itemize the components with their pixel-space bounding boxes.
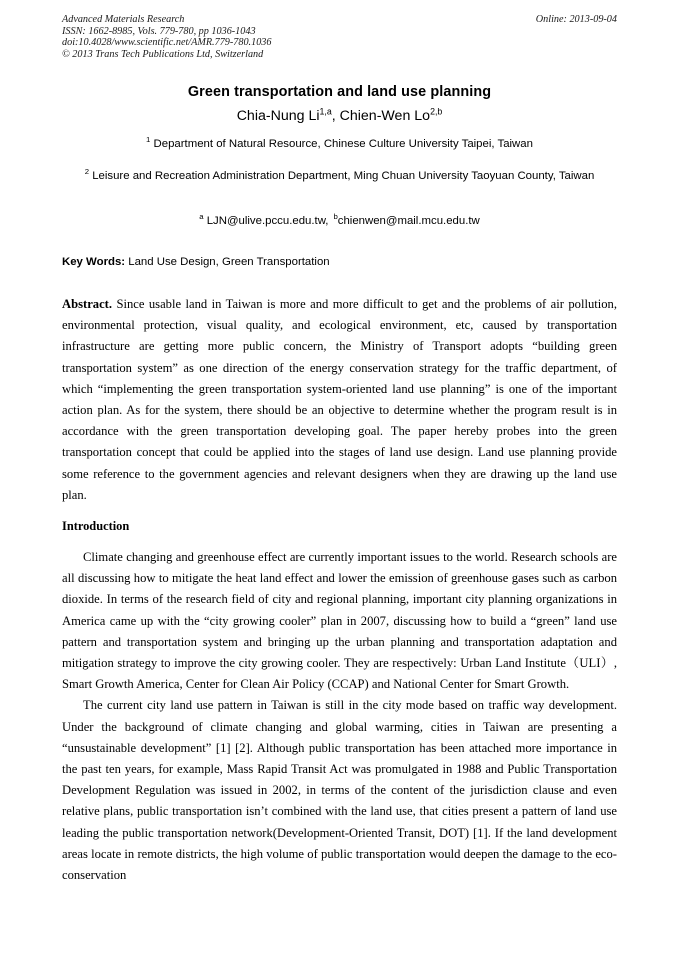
affiliation-2	[62, 166, 617, 186]
abstract-label: Abstract.	[62, 297, 113, 311]
journal-header	[62, 14, 617, 60]
copyright-line: © 2013 Trans Tech Publications Ltd, Switzerland	[62, 48, 264, 60]
journal-header-row	[62, 14, 617, 26]
introduction-paragraph-2: The current city land use pattern in Taiwan is still in the city mode based on traffic way development. Under the background of climate changing and global warming, cities in Taiwan are presenting a “unsustainable development” [1] [2]. Although public transportation has been attached more importance in the past ten years, for example, Mass Rapid Transit Act was promulgated in 1988 and Public Transportation Development Regulation was issued in 2002, in terms of the content of the jurisdiction clause and even relative plans, public transportation isn’t combined with the land use, that cities present a pattern of land use leading the public transportation network(Development-Oriented Transit, DOT) [1]. If the land development areas locate in remote districts, the high volume of public transportation would deepen the damage to the eco-conservation	[62, 698, 617, 883]
author-name-2: Chien-Wen Lo	[339, 108, 431, 124]
author-marker-1: 1,a	[319, 106, 332, 117]
abstract-text: Since usable land in Taiwan is more and more difficult to get and the problems of air pollution, environmental protection, visual quality, and ecological environment, etc, caused by transportation infrastructure are getting more public concern, the Ministry of Transport adopts “building green transportation system” as one direction of the energy conservation strategy for the traffic department, of which “implementing the green transportation system-oriented land use planning” is one of the important action plan. As for the system, there should be an objective to determine whether the program result is in accordance with the green transportation developing goal. The paper hereby probes into the green transportation concept that could be applied into the stages of land use design. Land use planning provide some reference to the government agencies and relevant designers when they are drawing up the land use plan.	[62, 297, 617, 502]
section-heading-introduction: Introduction	[62, 519, 130, 533]
affiliation-text-2: Leisure and Recreation Administration Department, Ming Chuan University Taoyuan County, Taiwan	[92, 170, 595, 182]
keywords-value: Land Use Design, Green Transportation	[125, 256, 330, 268]
author-marker-2: 2,b	[430, 106, 443, 117]
introduction-paragraph-1: Climate changing and greenhouse effect are currently important issues to the world. Research schools are all discussing how to mitigate the heat land effect and lower the emission of greenhouse gases such as carbon dioxide. In terms of the research field of city and regional planning, important city planning organizations in America came up with the “city growing cooler” plan in 2007, discussing how to build a “green” land use pattern and transportation system and bringing up the urban planning and transportation adaptation and mitigation strategy to improve the city growing cooler. They are respectively: Urban Land Institute（ULI）, Smart Growth America, Center for Clean Air Policy (CCAP) and National Center for Smart Growth.	[62, 550, 617, 692]
abstract-block	[62, 294, 617, 506]
affiliation-marker-1: 1	[146, 135, 151, 145]
email-address-1[interactable]: LJN@ulive.pccu.edu.tw,	[206, 215, 329, 227]
page-title: Green transportation and land use planning	[187, 84, 492, 100]
keywords-line	[62, 254, 617, 270]
email-marker-1: a	[199, 212, 204, 222]
author-name-1: Chia-Nung Li	[236, 108, 320, 124]
affiliation-list	[62, 134, 617, 186]
author-separator: ,	[331, 108, 340, 124]
journal-name: Advanced Materials Research	[62, 14, 185, 25]
author-list	[62, 107, 617, 126]
issn-line: ISSN: 1662-8985, Vols. 779-780, pp 1036-1043	[62, 25, 256, 37]
keywords-label: Key Words:	[62, 256, 126, 268]
introduction-body	[62, 547, 617, 886]
journal-header-left	[62, 14, 184, 26]
affiliation-text-1: Department of Natural Resource, Chinese Culture University Taipei, Taiwan	[153, 138, 533, 150]
online-date: Online: 2013-09-04	[535, 14, 617, 25]
doi-line: doi:10.4028/www.scientific.net/AMR.779-780.1036	[62, 37, 272, 49]
affiliation-marker-2: 2	[84, 167, 90, 177]
affiliation-1	[62, 134, 617, 154]
email-address-2[interactable]: chienwen@mail.mcu.edu.tw	[337, 215, 480, 227]
email-list	[62, 213, 617, 229]
email-marker-2: b	[333, 212, 338, 222]
